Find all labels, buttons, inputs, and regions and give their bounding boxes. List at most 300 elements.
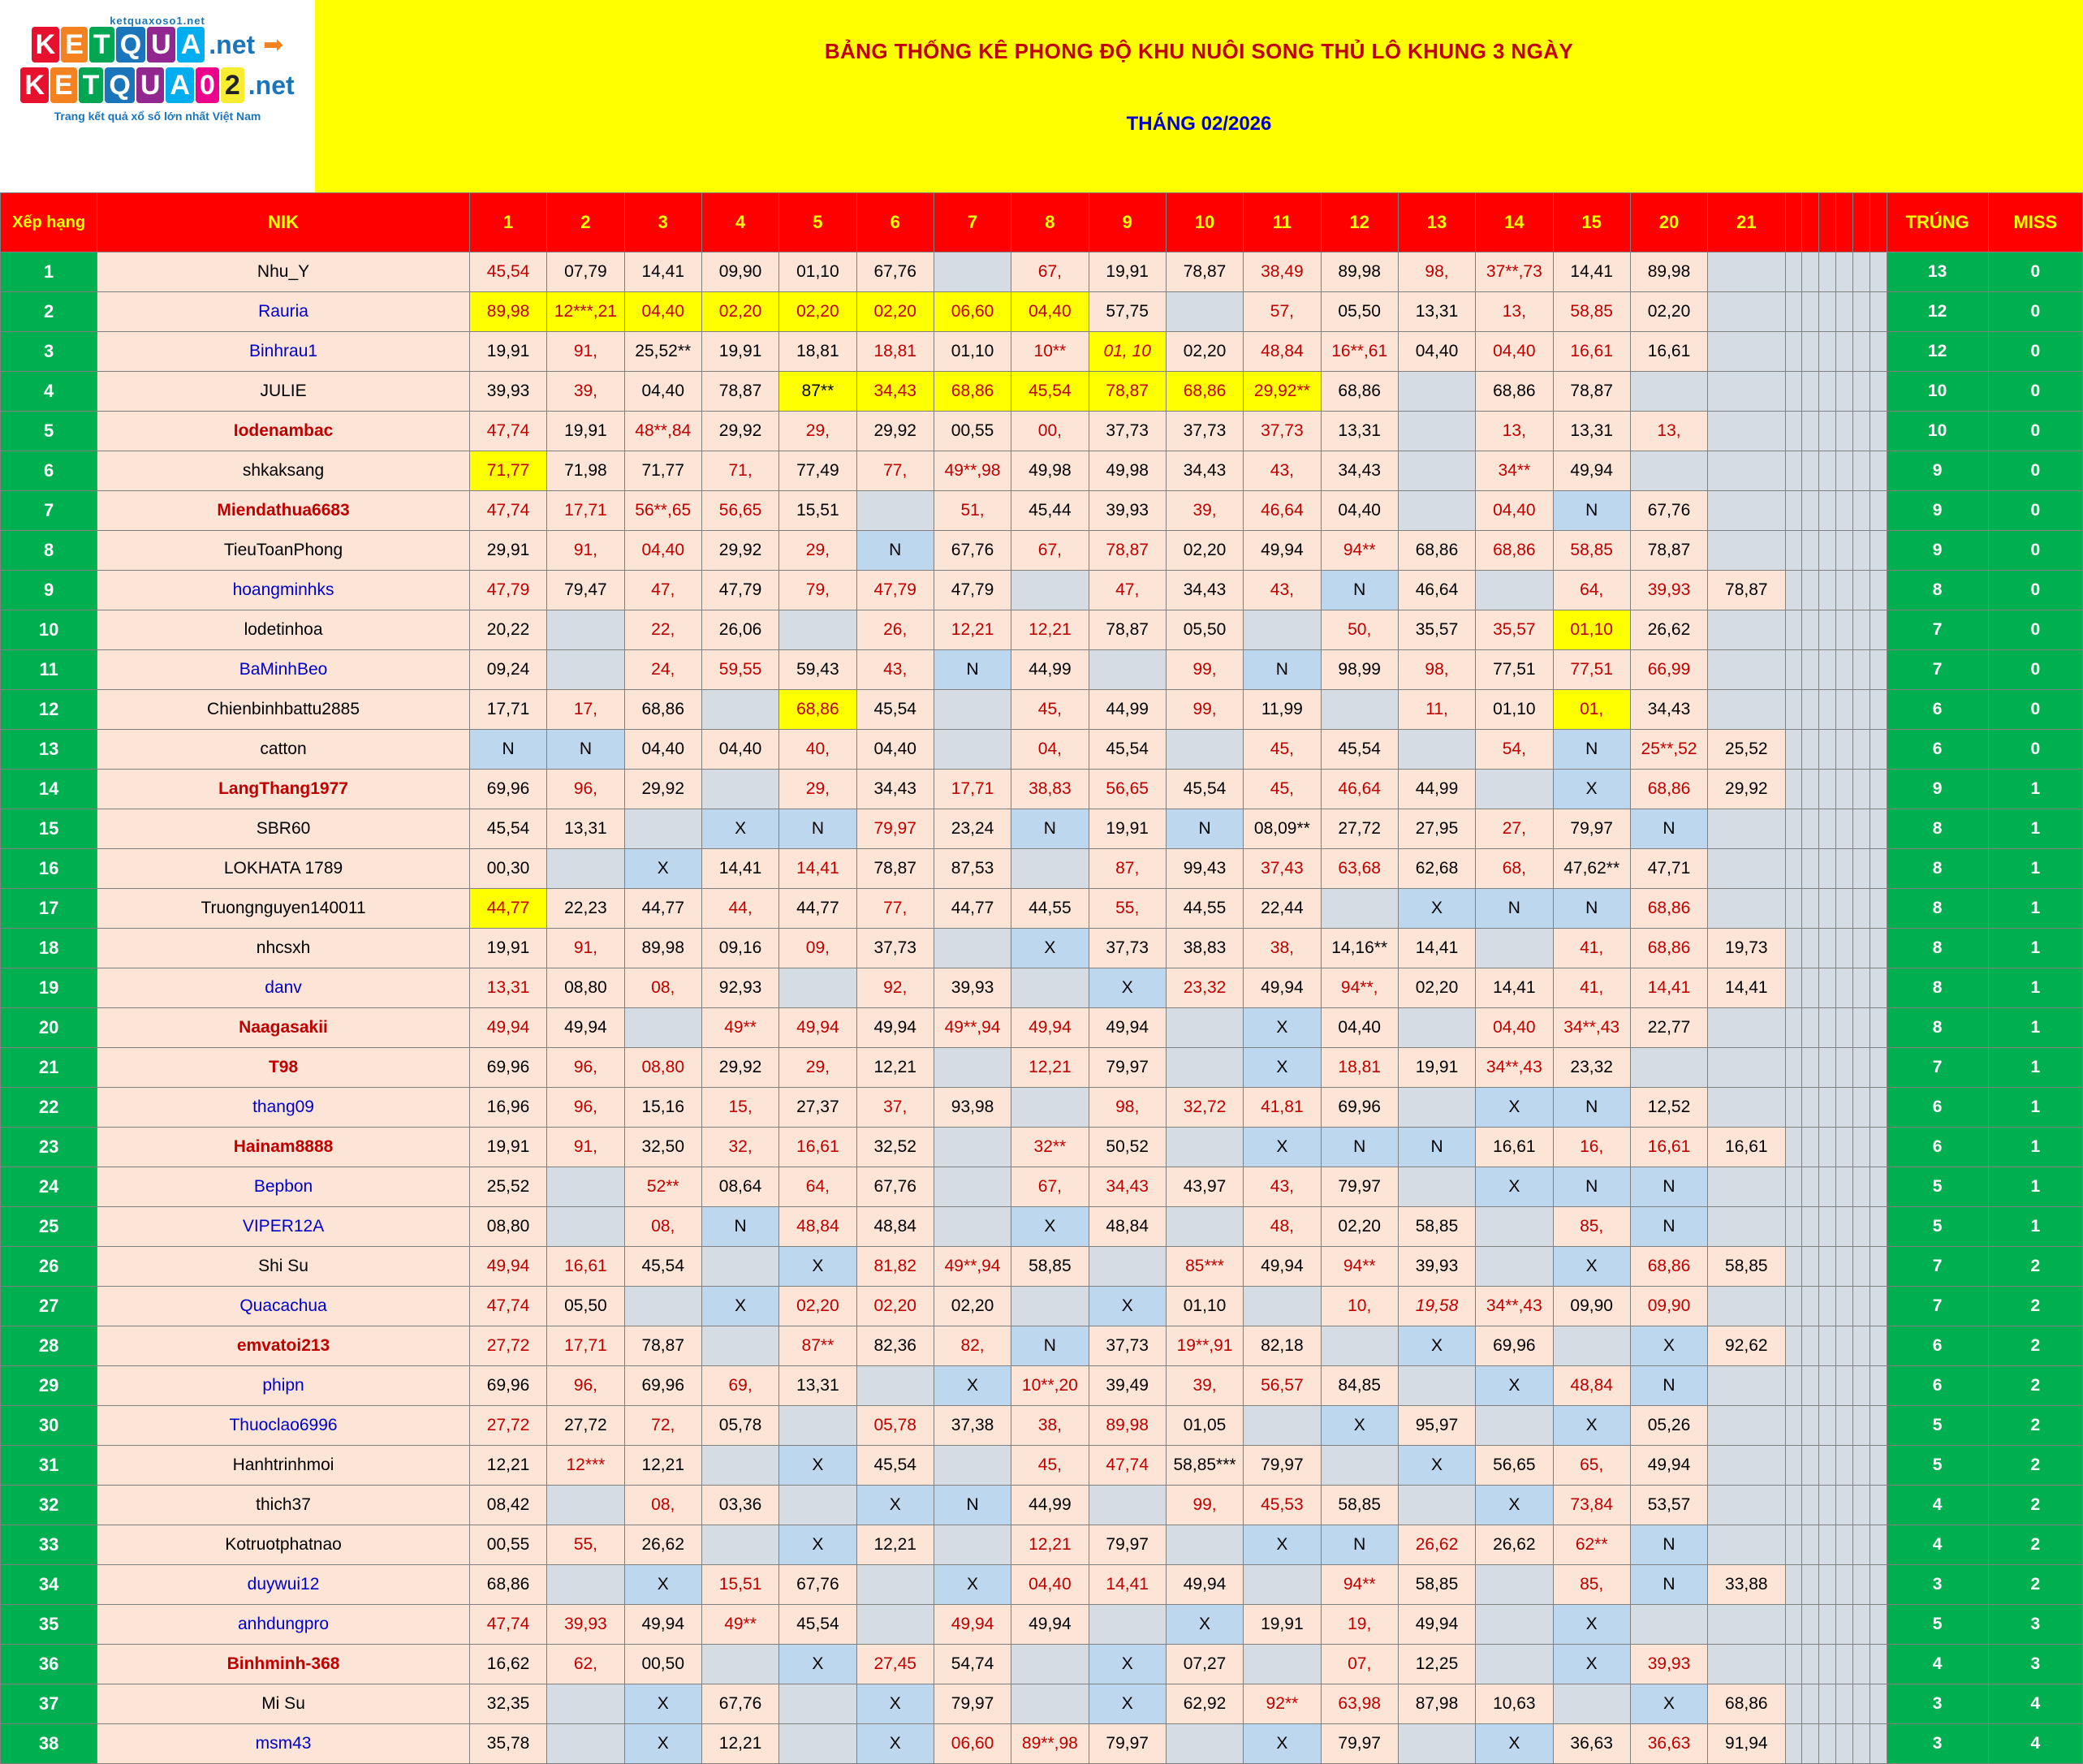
day-cell: 00,	[1011, 412, 1089, 451]
day-cell	[934, 929, 1011, 968]
nik-cell[interactable]: danv	[97, 968, 470, 1008]
day-cell: X	[1553, 1247, 1630, 1287]
day-cell: 01,10	[1166, 1287, 1243, 1326]
trung-cell: 7	[1887, 1247, 1988, 1287]
day-cell: 68,86	[934, 372, 1011, 412]
trung-cell: 5	[1887, 1167, 1988, 1207]
spacer-cell	[1852, 968, 1870, 1008]
spacer-cell	[1819, 1247, 1836, 1287]
miss-cell: 0	[1988, 650, 2082, 690]
day-cell: 36,63	[1553, 1724, 1630, 1764]
day-cell: 40,	[779, 730, 856, 770]
day-cell: N	[1398, 1128, 1475, 1167]
day-cell: 67,76	[934, 531, 1011, 571]
miss-cell: 1	[1988, 968, 2082, 1008]
day-cell: 02,20	[1321, 1207, 1398, 1247]
spacer-cell	[1852, 650, 1870, 690]
trung-cell: 6	[1887, 730, 1988, 770]
trung-cell: 5	[1887, 1406, 1988, 1446]
day-cell	[1476, 571, 1553, 610]
day-cell: 68,86	[1166, 372, 1243, 412]
miss-cell: 0	[1988, 571, 2082, 610]
day-cell: N	[1553, 889, 1630, 929]
day-cell: 04,40	[624, 292, 701, 332]
nik-cell[interactable]: thang09	[97, 1088, 470, 1128]
nik-cell[interactable]: anhdungpro	[97, 1605, 470, 1645]
miss-cell: 0	[1988, 412, 2082, 451]
day-cell: 35,78	[469, 1724, 546, 1764]
spacer-cell	[1802, 1406, 1819, 1446]
rank-cell: 12	[1, 690, 97, 730]
spacer-cell	[1819, 1724, 1836, 1764]
day-cell: 92**	[1244, 1684, 1321, 1724]
spacer-cell	[1852, 531, 1870, 571]
day-cell	[1708, 372, 1785, 412]
day-cell: 87,53	[934, 849, 1011, 889]
day-cell: 29,	[779, 1048, 856, 1088]
table-row	[1, 1605, 2083, 1645]
rank-cell: 5	[1, 412, 97, 451]
day-cell: 49,94	[856, 1008, 934, 1048]
spacer-cell	[1870, 1247, 1887, 1287]
rank-cell: 14	[1, 770, 97, 809]
nik-cell[interactable]: SBR60	[97, 809, 470, 849]
day-cell: N	[701, 1207, 778, 1247]
miss-cell: 0	[1988, 491, 2082, 531]
day-cell	[934, 252, 1011, 292]
day-cell: 78,87	[701, 372, 778, 412]
day-cell: 47,71	[1630, 849, 1707, 889]
day-cell: 04,40	[1476, 332, 1553, 372]
day-cell: 71,77	[469, 451, 546, 491]
day-cell: 44,77	[624, 889, 701, 929]
day-cell: 04,40	[1476, 491, 1553, 531]
day-cell: 79,97	[856, 809, 934, 849]
day-cell: 16,61	[1476, 1128, 1553, 1167]
day-cell: N	[469, 730, 546, 770]
day-cell	[934, 1525, 1011, 1565]
day-cell: 37,73	[1244, 412, 1321, 451]
table-row	[1, 809, 2083, 849]
table-row	[1, 571, 2083, 610]
day-cell: 34,43	[1321, 451, 1398, 491]
trung-cell: 8	[1887, 929, 1988, 968]
day-cell: N	[1011, 809, 1089, 849]
day-cell	[547, 1167, 624, 1207]
spacer-cell	[1870, 889, 1887, 929]
nik-cell[interactable]: JULIE	[97, 372, 470, 412]
day-cell: N	[1321, 1128, 1398, 1167]
day-cell: 08,	[624, 1486, 701, 1525]
spacer-cell	[1802, 451, 1819, 491]
site-logo[interactable]	[0, 0, 315, 192]
day-cell: 78,87	[1630, 531, 1707, 571]
miss-cell: 2	[1988, 1565, 2082, 1605]
spacer-cell	[1785, 412, 1802, 451]
table-row	[1, 849, 2083, 889]
day-cell: 39,	[1166, 491, 1243, 531]
day-cell: 09,90	[1630, 1287, 1707, 1326]
day-cell: 06,60	[934, 1724, 1011, 1764]
day-cell	[1708, 1446, 1785, 1486]
spacer-cell	[1836, 412, 1853, 451]
day-cell	[1166, 1207, 1243, 1247]
day-cell	[1708, 809, 1785, 849]
spacer-cell	[1852, 372, 1870, 412]
day-cell: 44,99	[1398, 770, 1475, 809]
nik-cell[interactable]: phipn	[97, 1366, 470, 1406]
site-slogan: Trang kết quả xổ số lớn nhất Việt Nam	[54, 110, 261, 123]
day-cell: 08,	[624, 968, 701, 1008]
spacer-cell	[1870, 1605, 1887, 1645]
nik-cell[interactable]: BaMinhBeo	[97, 650, 470, 690]
day-cell: 45,54	[469, 809, 546, 849]
nik-cell[interactable]: Quacachua	[97, 1287, 470, 1326]
spacer-cell	[1785, 1247, 1802, 1287]
day-cell: 85***	[1166, 1247, 1243, 1287]
nik-cell[interactable]: Truongnguyen140011	[97, 889, 470, 929]
rank-cell: 22	[1, 1088, 97, 1128]
trung-cell: 9	[1887, 451, 1988, 491]
miss-cell: 0	[1988, 531, 2082, 571]
spacer-cell	[1785, 1167, 1802, 1207]
day-cell: 12,21	[1011, 1525, 1089, 1565]
spacer-cell	[1836, 809, 1853, 849]
day-cell: N	[1630, 1207, 1707, 1247]
day-cell: 59,55	[701, 650, 778, 690]
day-cell: 49,94	[779, 1008, 856, 1048]
day-cell	[547, 1724, 624, 1764]
day-cell: 02,20	[779, 1287, 856, 1326]
trung-cell: 9	[1887, 491, 1988, 531]
day-cell: X	[1011, 1207, 1089, 1247]
day-cell: 96,	[547, 1088, 624, 1128]
day-cell	[547, 1565, 624, 1605]
day-cell	[1630, 372, 1707, 412]
day-cell: 69,96	[469, 770, 546, 809]
table-row	[1, 1406, 2083, 1446]
spacer-cell	[1836, 531, 1853, 571]
nik-cell[interactable]: TieuToanPhong	[97, 531, 470, 571]
spacer-cell	[1785, 1446, 1802, 1486]
day-cell: N	[1553, 730, 1630, 770]
day-cell: 39,93	[469, 372, 546, 412]
day-cell: 56,65	[701, 491, 778, 531]
spacer-cell	[1802, 1724, 1819, 1764]
nik-cell[interactable]: VIPER12A	[97, 1207, 470, 1247]
spacer-cell	[1785, 1565, 1802, 1605]
header-day-20: 20	[1630, 193, 1707, 252]
day-cell	[1011, 1287, 1089, 1326]
spacer-cell	[1802, 690, 1819, 730]
spacer-cell	[1802, 849, 1819, 889]
table-row	[1, 1366, 2083, 1406]
day-cell: 91,	[547, 332, 624, 372]
day-cell	[1244, 1645, 1321, 1684]
miss-cell: 1	[1988, 1167, 2082, 1207]
spacer-cell	[1819, 1605, 1836, 1645]
spacer-cell	[1802, 1088, 1819, 1128]
nik-cell[interactable]: thich37	[97, 1486, 470, 1525]
spacer-cell	[1785, 1048, 1802, 1088]
day-cell: 32**	[1011, 1128, 1089, 1167]
day-cell: 19,91	[1089, 252, 1166, 292]
day-cell	[856, 1366, 934, 1406]
day-cell	[624, 1008, 701, 1048]
rank-cell: 23	[1, 1128, 97, 1167]
day-cell: 12***,21	[547, 292, 624, 332]
day-cell: X	[1321, 1406, 1398, 1446]
spacer-cell	[1802, 770, 1819, 809]
trung-cell: 4	[1887, 1645, 1988, 1684]
day-cell: 99,	[1166, 1486, 1243, 1525]
day-cell: 92,	[856, 968, 934, 1008]
day-cell: 08,80	[469, 1207, 546, 1247]
spacer-cell	[1870, 332, 1887, 372]
nik-cell[interactable]: duywui12	[97, 1565, 470, 1605]
day-cell: 25,52**	[624, 332, 701, 372]
day-cell: 39,93	[1089, 491, 1166, 531]
day-cell: 34**,43	[1553, 1008, 1630, 1048]
day-cell	[1166, 1048, 1243, 1088]
nik-cell[interactable]: msm43	[97, 1724, 470, 1764]
day-cell: 27,72	[1321, 809, 1398, 849]
spacer-cell	[1836, 610, 1853, 650]
day-cell: 41,	[1553, 929, 1630, 968]
nik-cell[interactable]: Nhu_Y	[97, 252, 470, 292]
day-cell: 08,	[624, 1207, 701, 1247]
day-cell: X	[1398, 889, 1475, 929]
rank-cell: 30	[1, 1406, 97, 1446]
day-cell: 27,95	[1398, 809, 1475, 849]
miss-cell: 0	[1988, 610, 2082, 650]
spacer-cell	[1870, 1048, 1887, 1088]
nik-cell[interactable]: Iodenambac	[97, 412, 470, 451]
day-cell: 50,	[1321, 610, 1398, 650]
nik-cell[interactable]: Miendathua6683	[97, 491, 470, 531]
day-cell: 59,43	[779, 650, 856, 690]
nik-cell[interactable]: Bepbon	[97, 1167, 470, 1207]
day-cell: 16**,61	[1321, 332, 1398, 372]
day-cell	[1089, 1247, 1166, 1287]
day-cell: 16,62	[469, 1645, 546, 1684]
day-cell: 78,87	[1089, 531, 1166, 571]
nik-cell[interactable]: lodetinhoa	[97, 610, 470, 650]
spacer-cell	[1819, 730, 1836, 770]
day-cell: 64,	[779, 1167, 856, 1207]
day-cell: 49,94	[1011, 1605, 1089, 1645]
day-cell: 48,84	[1244, 332, 1321, 372]
rank-cell: 15	[1, 809, 97, 849]
day-cell	[934, 1048, 1011, 1088]
spacer-cell	[1785, 1366, 1802, 1406]
page-header	[0, 0, 2083, 192]
table-row	[1, 1446, 2083, 1486]
spacer-cell	[1836, 929, 1853, 968]
day-cell: 98,99	[1321, 650, 1398, 690]
day-cell	[1708, 650, 1785, 690]
day-cell: 96,	[547, 1048, 624, 1088]
spacer-cell	[1836, 690, 1853, 730]
nik-cell[interactable]: Hainam8888	[97, 1128, 470, 1167]
table-row	[1, 1724, 2083, 1764]
day-cell	[1166, 1724, 1243, 1764]
day-cell: 13,	[1476, 412, 1553, 451]
spacer-cell	[1819, 610, 1836, 650]
nik-cell[interactable]: T98	[97, 1048, 470, 1088]
spacer-cell	[1802, 252, 1819, 292]
nik-cell[interactable]: LangThang1977	[97, 770, 470, 809]
rank-cell: 32	[1, 1486, 97, 1525]
miss-cell: 0	[1988, 451, 2082, 491]
day-cell	[1166, 292, 1243, 332]
spacer-cell	[1852, 1446, 1870, 1486]
day-cell: 63,68	[1321, 849, 1398, 889]
spacer-cell	[1836, 1525, 1853, 1565]
nik-cell[interactable]: hoangminhks	[97, 571, 470, 610]
nik-cell[interactable]: Mi Su	[97, 1684, 470, 1724]
day-cell: 27,72	[469, 1406, 546, 1446]
day-cell: 39,93	[547, 1605, 624, 1645]
rank-cell: 34	[1, 1565, 97, 1605]
nik-cell[interactable]: nhcsxh	[97, 929, 470, 968]
spacer-cell	[1836, 1128, 1853, 1167]
header-spacer-6	[1870, 193, 1887, 252]
nik-cell[interactable]: Chienbinhbattu2885	[97, 690, 470, 730]
day-cell: 82,18	[1244, 1326, 1321, 1366]
day-cell: 62,	[547, 1645, 624, 1684]
day-cell: 13,	[1476, 292, 1553, 332]
header-day-2: 2	[547, 193, 624, 252]
miss-cell: 2	[1988, 1486, 2082, 1525]
day-cell: 44,77	[469, 889, 546, 929]
day-cell: 96,	[547, 770, 624, 809]
spacer-cell	[1785, 1724, 1802, 1764]
spacer-cell	[1802, 1287, 1819, 1326]
day-cell: 43,	[856, 650, 934, 690]
day-cell: 04,40	[624, 730, 701, 770]
nik-cell[interactable]: Binhrau1	[97, 332, 470, 372]
nik-cell[interactable]: Naagasakii	[97, 1008, 470, 1048]
day-cell	[1476, 1645, 1553, 1684]
day-cell: 77,	[856, 451, 934, 491]
day-cell: 23,24	[934, 809, 1011, 849]
day-cell: 58,85	[1553, 292, 1630, 332]
trung-cell: 10	[1887, 372, 1988, 412]
day-cell: X	[1244, 1048, 1321, 1088]
day-cell: 49,94	[1630, 1446, 1707, 1486]
day-cell	[1244, 1565, 1321, 1605]
day-cell: 09,90	[701, 252, 778, 292]
day-cell: 58,85***	[1166, 1446, 1243, 1486]
nik-cell[interactable]: Kotruotphatnao	[97, 1525, 470, 1565]
day-cell: N	[1321, 1525, 1398, 1565]
miss-cell: 4	[1988, 1684, 2082, 1724]
day-cell	[1476, 1605, 1553, 1645]
spacer-cell	[1836, 252, 1853, 292]
day-cell: 15,51	[701, 1565, 778, 1605]
trung-cell: 6	[1887, 690, 1988, 730]
table-body	[1, 252, 2083, 1764]
spacer-cell	[1852, 451, 1870, 491]
day-cell	[1398, 412, 1475, 451]
spacer-cell	[1785, 1684, 1802, 1724]
spacer-cell	[1819, 770, 1836, 809]
day-cell: 93,98	[934, 1088, 1011, 1128]
day-cell: 05,78	[701, 1406, 778, 1446]
day-cell: 12,21	[856, 1048, 934, 1088]
trung-cell: 7	[1887, 610, 1988, 650]
spacer-cell	[1802, 1525, 1819, 1565]
day-cell: 01,10	[1553, 610, 1630, 650]
day-cell: 58,85	[1011, 1247, 1089, 1287]
day-cell: 16,61	[1708, 1128, 1785, 1167]
spacer-cell	[1852, 929, 1870, 968]
spacer-cell	[1785, 849, 1802, 889]
rank-cell: 31	[1, 1446, 97, 1486]
nik-cell[interactable]: shkaksang	[97, 451, 470, 491]
nik-cell[interactable]: LOKHATA 1789	[97, 849, 470, 889]
nik-cell[interactable]: Thuoclao6996	[97, 1406, 470, 1446]
nik-cell[interactable]: Binhminh-368	[97, 1645, 470, 1684]
miss-cell: 2	[1988, 1247, 2082, 1287]
table-row	[1, 610, 2083, 650]
nik-cell[interactable]: Rauria	[97, 292, 470, 332]
spacer-cell	[1852, 1326, 1870, 1366]
nik-cell[interactable]: Hanhtrinhmoi	[97, 1446, 470, 1486]
miss-cell: 0	[1988, 730, 2082, 770]
day-cell: 47,79	[701, 571, 778, 610]
miss-cell: 2	[1988, 1446, 2082, 1486]
spacer-cell	[1802, 650, 1819, 690]
nik-cell[interactable]: emvatoi213	[97, 1326, 470, 1366]
day-cell: 79,97	[1089, 1048, 1166, 1088]
day-cell: 19**,91	[1166, 1326, 1243, 1366]
nik-cell[interactable]: catton	[97, 730, 470, 770]
rank-cell: 7	[1, 491, 97, 531]
day-cell: 68,86	[1321, 372, 1398, 412]
day-cell: 96,	[547, 1366, 624, 1406]
day-cell	[547, 1684, 624, 1724]
table-row	[1, 531, 2083, 571]
day-cell: 18,81	[856, 332, 934, 372]
day-cell: 04,40	[701, 730, 778, 770]
day-cell	[856, 1565, 934, 1605]
day-cell	[1553, 1326, 1630, 1366]
day-cell	[1708, 1088, 1785, 1128]
miss-cell: 2	[1988, 1326, 2082, 1366]
spacer-cell	[1870, 809, 1887, 849]
spacer-cell	[1870, 1724, 1887, 1764]
day-cell: 25,52	[469, 1167, 546, 1207]
spacer-cell	[1836, 968, 1853, 1008]
day-cell: X	[856, 1724, 934, 1764]
logo-primary-suffix: .net	[209, 29, 256, 59]
spacer-cell	[1819, 571, 1836, 610]
day-cell: 69,96	[1476, 1326, 1553, 1366]
spacer-cell	[1836, 770, 1853, 809]
nik-cell[interactable]: Shi Su	[97, 1247, 470, 1287]
day-cell: 26,62	[1398, 1525, 1475, 1565]
day-cell	[1476, 770, 1553, 809]
day-cell: 91,	[547, 929, 624, 968]
spacer-cell	[1852, 849, 1870, 889]
spacer-cell	[1785, 1406, 1802, 1446]
day-cell: X	[779, 1645, 856, 1684]
day-cell: 37,73	[856, 929, 934, 968]
day-cell: 45,54	[624, 1247, 701, 1287]
day-cell: X	[934, 1565, 1011, 1605]
